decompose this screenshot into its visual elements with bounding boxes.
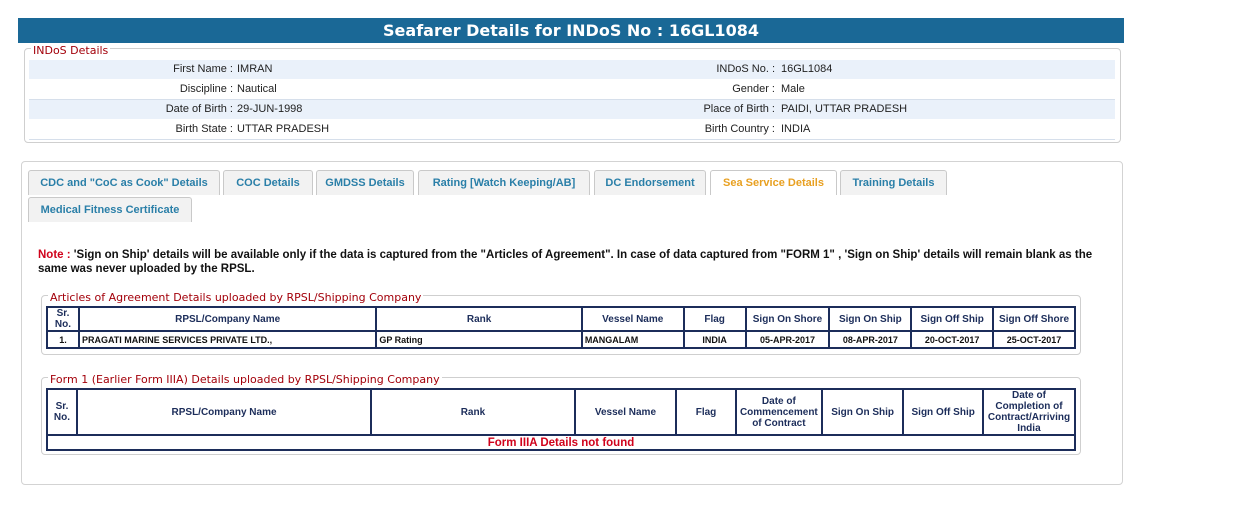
articles-legend: Articles of Agreement Details uploaded by RPSL/Shipping Company <box>50 291 422 304</box>
tab-coc-details[interactable]: COC Details <box>223 170 313 195</box>
col-sign-on-ship: Sign On Ship <box>822 389 904 435</box>
note-body: 'Sign on Ship' details will be available only if the data is captured from the "Articles of Agreement". In case of data captured from "FORM 1" , 'Sign on Ship' details will remain blank as the same was never uploaded by the RPSL. <box>38 249 1093 275</box>
table-header-row <box>47 389 1075 435</box>
col-vessel-name: Vessel Name <box>582 307 684 331</box>
note-text <box>38 248 1098 276</box>
cell-sign-on-shore: 05-APR-2017 <box>746 331 830 348</box>
col-flag: Flag <box>676 389 736 435</box>
table-row <box>47 331 1075 348</box>
col-rank: Rank <box>371 389 575 435</box>
discipline-value: Nautical <box>237 83 277 95</box>
col-sign-on-shore: Sign On Shore <box>746 307 830 331</box>
tab-gmdss-details[interactable]: GMDSS Details <box>316 170 414 195</box>
col-flag: Flag <box>684 307 746 331</box>
dob-label: Date of Birth : <box>165 103 233 115</box>
tab-medical-fitness-certificate[interactable]: Medical Fitness Certificate <box>28 197 192 222</box>
note-label: Note : <box>38 249 71 261</box>
gender-value: Male <box>781 83 805 95</box>
cell-sr-no: 1. <box>47 331 79 348</box>
birth-state-label: Birth State : <box>175 123 233 135</box>
cell-sign-off-shore: 25-OCT-2017 <box>993 331 1075 348</box>
dob-value: 29-JUN-1998 <box>237 103 303 115</box>
articles-section <box>41 291 1081 355</box>
tab-dc-endorsement[interactable]: DC Endorsement <box>594 170 706 195</box>
form1-table <box>46 388 1076 451</box>
table-header-row <box>47 307 1075 331</box>
col-vessel-name: Vessel Name <box>575 389 676 435</box>
cell-sign-on-ship: 08-APR-2017 <box>829 331 911 348</box>
col-sign-on-ship: Sign On Ship <box>829 307 911 331</box>
col-sr-no: Sr. No. <box>47 307 79 331</box>
form1-legend: Form 1 (Earlier Form IIIA) Details uploaded by RPSL/Shipping Company <box>50 373 440 386</box>
first-name-value: IMRAN <box>237 63 273 75</box>
table-row <box>47 435 1075 450</box>
page-title: Seafarer Details for INDoS No : 16GL1084 <box>18 18 1124 43</box>
indos-no-label: INDoS No. : <box>716 63 775 75</box>
col-company-name: RPSL/Company Name <box>77 389 371 435</box>
cell-vessel-name: MANGALAM <box>582 331 684 348</box>
tab-cdc-details[interactable]: CDC and "CoC as Cook" Details <box>28 170 220 195</box>
gender-label: Gender : <box>732 83 775 95</box>
place-of-birth-label: Place of Birth : <box>703 103 775 115</box>
col-sign-off-ship: Sign Off Ship <box>911 307 993 331</box>
detail-row <box>29 100 1115 119</box>
form1-section <box>41 373 1081 455</box>
cell-company-name: PRAGATI MARINE SERVICES PRIVATE LTD., <box>79 331 376 348</box>
col-rank: Rank <box>376 307 581 331</box>
form1-empty-message: Form IIIA Details not found <box>47 435 1075 450</box>
discipline-label: Discipline : <box>179 83 233 95</box>
tab-training-details[interactable]: Training Details <box>840 170 947 195</box>
cell-sign-off-ship: 20-OCT-2017 <box>911 331 993 348</box>
indos-no-value: 16GL1084 <box>781 63 833 75</box>
col-company-name: RPSL/Company Name <box>79 307 376 331</box>
detail-row <box>29 80 1115 100</box>
detail-row <box>29 60 1115 79</box>
col-sign-off-shore: Sign Off Shore <box>993 307 1075 331</box>
tab-panel <box>21 161 1123 485</box>
col-sr-no: Sr. No. <box>47 389 77 435</box>
birth-country-label: Birth Country : <box>704 123 775 135</box>
indos-details-legend: INDoS Details <box>33 44 109 57</box>
tab-sea-service-details[interactable]: Sea Service Details <box>710 170 837 195</box>
first-name-label: First Name : <box>173 63 233 75</box>
indos-details-section <box>24 44 1121 143</box>
col-sign-off-ship: Sign Off Ship <box>903 389 983 435</box>
place-of-birth-value: PAIDI, UTTAR PRADESH <box>781 103 908 115</box>
birth-state-value: UTTAR PRADESH <box>237 123 330 135</box>
birth-country-value: INDIA <box>781 123 811 135</box>
col-date-of-completion: Date of Completion of Contract/Arriving India <box>983 389 1075 435</box>
cell-flag: INDIA <box>684 331 746 348</box>
col-date-of-commencement: Date of Commencement of Contract <box>736 389 822 435</box>
tab-rating-watch-keeping[interactable]: Rating [Watch Keeping/AB] <box>418 170 590 195</box>
detail-row <box>29 120 1115 140</box>
cell-rank: GP Rating <box>376 331 581 348</box>
articles-table <box>46 306 1076 349</box>
